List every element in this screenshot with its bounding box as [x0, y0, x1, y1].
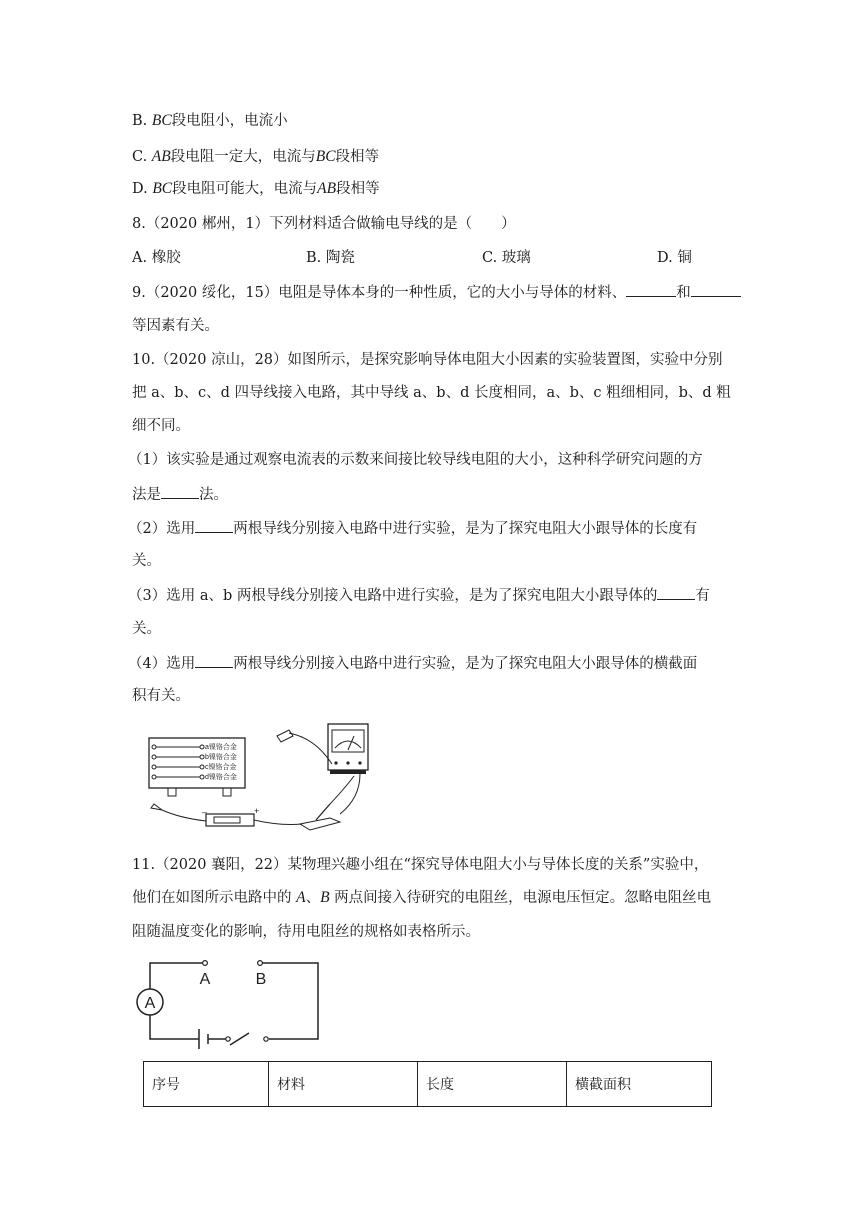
table-header-cell: 序号 — [144, 1062, 269, 1107]
question-10-line2: 把 a、b、c、d 四导线接入电路，其中导线 a、b、d 长度相同，a、b、c 粗细相同，b、d 粗 — [132, 385, 731, 401]
table-header-cell: 长度 — [418, 1062, 567, 1107]
answer-blank — [626, 282, 676, 297]
option-text: 段相等 — [336, 181, 380, 197]
q10-part2-line1 — [128, 518, 697, 539]
q10-part4-line2: 积有关。 — [132, 688, 190, 704]
segment-label: AB — [317, 180, 337, 197]
question-11-line2 — [132, 888, 711, 908]
answer-blank — [195, 518, 233, 533]
option-text: 段相等 — [335, 149, 380, 165]
circuit-diagram — [128, 955, 328, 1059]
option-b: B. 陶瓷 — [306, 250, 355, 266]
clip-icon — [277, 730, 293, 742]
board-foot-left — [168, 788, 176, 796]
question-text: 和 — [676, 285, 691, 301]
option-letter: C. — [132, 149, 152, 165]
q10-part2-line2: 关。 — [132, 553, 161, 569]
table-header-row — [144, 1062, 712, 1107]
board-foot-right — [223, 788, 231, 796]
segment-label: BC — [315, 148, 336, 165]
question-text: 两根导线分别接入电路中进行实验，是为了探究电阻大小跟导体的长度有 — [233, 521, 698, 537]
table-header-cell: 横截面积 — [567, 1062, 712, 1107]
board-label-a: a镍铬合金 — [205, 744, 237, 751]
option-7b — [132, 111, 288, 131]
svg-text:–: – — [202, 807, 208, 817]
question-text: 9.（2020 绥化，15）电阻是导体本身的一种性质，它的大小与导体的材料、 — [132, 285, 627, 301]
question-8-stem: 8.（2020 郴州，1）下列材料适合做输电导线的是（ ） — [132, 216, 516, 232]
point-a-label: A — [296, 889, 306, 906]
segment-label: AB — [151, 148, 171, 165]
separator: 、 — [305, 890, 321, 906]
answer-blank — [657, 585, 695, 600]
q10-part3-line1 — [128, 585, 710, 606]
switch-icon — [300, 818, 340, 830]
board-label-c: c镍铬合金 — [205, 764, 237, 771]
question-11-line1: 11.（2020 襄阳，22）某物理兴趣小组在“探究导体电阻大小与导体长度的关系”实验中， — [132, 857, 709, 873]
option-c: C. 玻璃 — [482, 250, 531, 266]
answer-blank — [161, 484, 199, 499]
wire-spec-table — [143, 1061, 712, 1107]
q10-part1-line1: （1）该实验是通过观察电流表的示数来间接比较导线电阻的大小，这种科学研究问题的方 — [128, 452, 703, 468]
option-7d — [132, 179, 380, 199]
question-11-line3: 阻随温度变化的影响，待用电阻丝的规格如表格所示。 — [132, 924, 480, 940]
option-text: 段电阻小，电流小 — [171, 113, 288, 129]
terminal-a-label: A — [199, 971, 211, 988]
q10-part3-line2: 关。 — [132, 621, 161, 637]
table-header-cell: 材料 — [269, 1062, 418, 1107]
terminal-b-label: B — [255, 971, 267, 988]
question-text: 法是 — [132, 487, 161, 503]
question-10-line3: 细不同。 — [132, 418, 190, 434]
question-9-line2: 等因素有关。 — [132, 318, 219, 334]
option-text: 段电阻一定大，电流与 — [170, 149, 316, 165]
board-label-b: b镍铬合金 — [205, 754, 237, 761]
option-a: A. 橡胶 — [132, 250, 181, 266]
answer-blank — [691, 282, 741, 297]
option-7c — [132, 147, 379, 167]
ammeter-label: A — [144, 995, 156, 1012]
option-text: 段电阻可能大，电流与 — [172, 181, 318, 197]
q10-part1-line2 — [132, 484, 228, 505]
option-d: D. 铜 — [657, 250, 692, 266]
question-text: 他们在如图所示电路中的 — [132, 890, 297, 906]
answer-blank — [195, 653, 233, 668]
point-b-label: B — [320, 889, 330, 906]
svg-text:+: + — [254, 806, 260, 816]
question-text: （2）选用 — [128, 521, 196, 537]
option-letter: D. — [132, 181, 153, 197]
question-9-line1 — [132, 282, 741, 303]
terminal-a — [203, 961, 208, 966]
resistance-apparatus-figure — [140, 718, 390, 836]
terminal-b — [258, 961, 263, 966]
option-letter: B. — [132, 113, 152, 129]
question-text: （3）选用 a、b 两根导线分别接入电路中进行实验，是为了探究电阻大小跟导体的 — [128, 588, 658, 604]
question-text: 有 — [695, 588, 710, 604]
question-text: （4）选用 — [128, 656, 196, 672]
segment-label: BC — [152, 180, 173, 197]
q10-part4-line1 — [128, 653, 697, 674]
board-label-d: d镍铬合金 — [205, 774, 237, 781]
question-text: 法。 — [199, 487, 228, 503]
battery-icon — [206, 814, 254, 826]
question-text: 两点间接入待研究的电阻丝，电源电压恒定。忽略电阻丝电 — [329, 890, 712, 906]
segment-label: BC — [151, 112, 172, 129]
question-10-line1: 10.（2020 凉山，28）如图所示，是探究影响导体电阻大小因素的实验装置图，实验中分别 — [132, 352, 723, 368]
question-text: 两根导线分别接入电路中进行实验，是为了探究电阻大小跟导体的横截面 — [233, 656, 698, 672]
